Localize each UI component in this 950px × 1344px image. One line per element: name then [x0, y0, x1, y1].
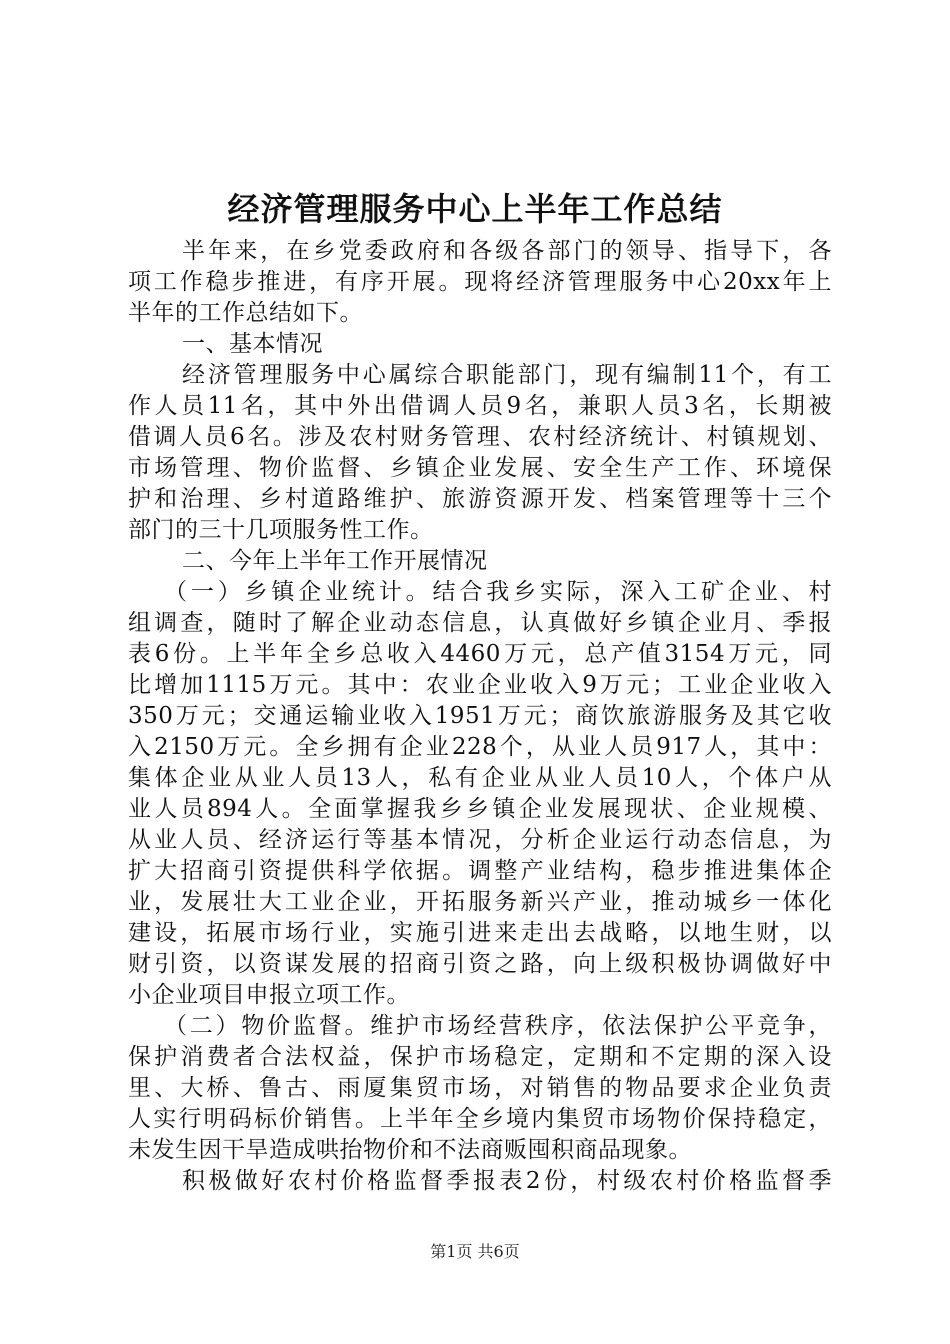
text-line: 表6份。上半年全乡总收入4460万元，总产值3154万元，同	[128, 641, 832, 667]
text-line: 作人员11名，其中外出借调人员9名，兼职人员3名，长期被	[128, 393, 832, 419]
page-title: 经济管理服务中心上半年工作总结	[227, 190, 723, 228]
text-line: 经济管理服务中心属综合职能部门，现有编制11个，有工	[182, 362, 832, 388]
text-line: 保护消费者合法权益，保护市场稳定，定期和不定期的深入设	[128, 1044, 832, 1070]
text-line: 市场管理、物价监督、乡镇企业发展、安全生产工作、环境保	[128, 455, 832, 481]
text-line: 组调查，随时了解企业动态信息，认真做好乡镇企业月、季报	[128, 610, 832, 636]
text-line: 积极做好农村价格监督季报表2份，村级农村价格监督季	[182, 1168, 832, 1194]
text-line: （二）物价监督。维护市场经营秩序，依法保护公平竞争，	[164, 1013, 832, 1039]
text-line: 部门的三十几项服务性工作。	[128, 517, 434, 543]
text-line: 集体企业从业人员13人，私有企业从业人员10人，个体户从	[128, 765, 832, 791]
text-line: 比增加1115万元。其中：农业企业收入9万元；工业企业收入	[128, 672, 832, 698]
text-line: 里、大桥、鲁古、雨厦集贸市场，对销售的物品要求企业负责	[128, 1075, 832, 1101]
text-line: 建设，拓展市场行业，实施引进来走出去战略，以地生财，以	[128, 920, 832, 946]
text-line: 半年的工作总结如下。	[128, 300, 363, 326]
text-line: 扩大招商引资提供科学依据。调整产业结构，稳步推进集体企	[128, 858, 832, 884]
text-line: 未发生因干旱造成哄抬物价和不法商贩囤积商品现象。	[128, 1137, 692, 1163]
text-line: 人实行明码标价销售。上半年全乡境内集贸市场物价保持稳定，	[128, 1106, 832, 1132]
text-line: 从业人员、经济运行等基本情况，分析企业运行动态信息，为	[128, 827, 832, 853]
text-line: （一）乡镇企业统计。结合我乡实际，深入工矿企业、村	[164, 579, 832, 605]
text-line: 350万元；交通运输业收入1951万元；商饮旅游服务及其它收	[128, 703, 832, 729]
text-line: 借调人员6名。涉及农村财务管理、农村经济统计、村镇规划、	[128, 424, 832, 450]
section-heading: 二、今年上半年工作开展情况	[182, 548, 488, 574]
document-body	[128, 236, 832, 1197]
section-heading: 一、基本情况	[182, 331, 323, 357]
text-line: 项工作稳步推进，有序开展。现将经济管理服务中心20xx年上	[128, 269, 832, 295]
text-line: 小企业项目申报立项工作。	[128, 982, 410, 1008]
text-line: 业人员894人。全面掌握我乡乡镇企业发展现状、企业规模、	[128, 796, 832, 822]
text-line: 财引资，以资谋发展的招商引资之路，向上级积极协调做好中	[128, 951, 832, 977]
text-line: 护和治理、乡村道路维护、旅游资源开发、档案管理等十三个	[128, 486, 832, 512]
text-line: 业，发展壮大工业企业，开拓服务新兴产业，推动城乡一体化	[128, 889, 832, 915]
text-line: 入2150万元。全乡拥有企业228个，从业人员917人，其中：	[128, 734, 832, 760]
text-line: 半年来，在乡党委政府和各级各部门的领导、指导下，各	[182, 238, 832, 264]
page-number-footer: 第1页 共6页	[430, 1242, 520, 1261]
